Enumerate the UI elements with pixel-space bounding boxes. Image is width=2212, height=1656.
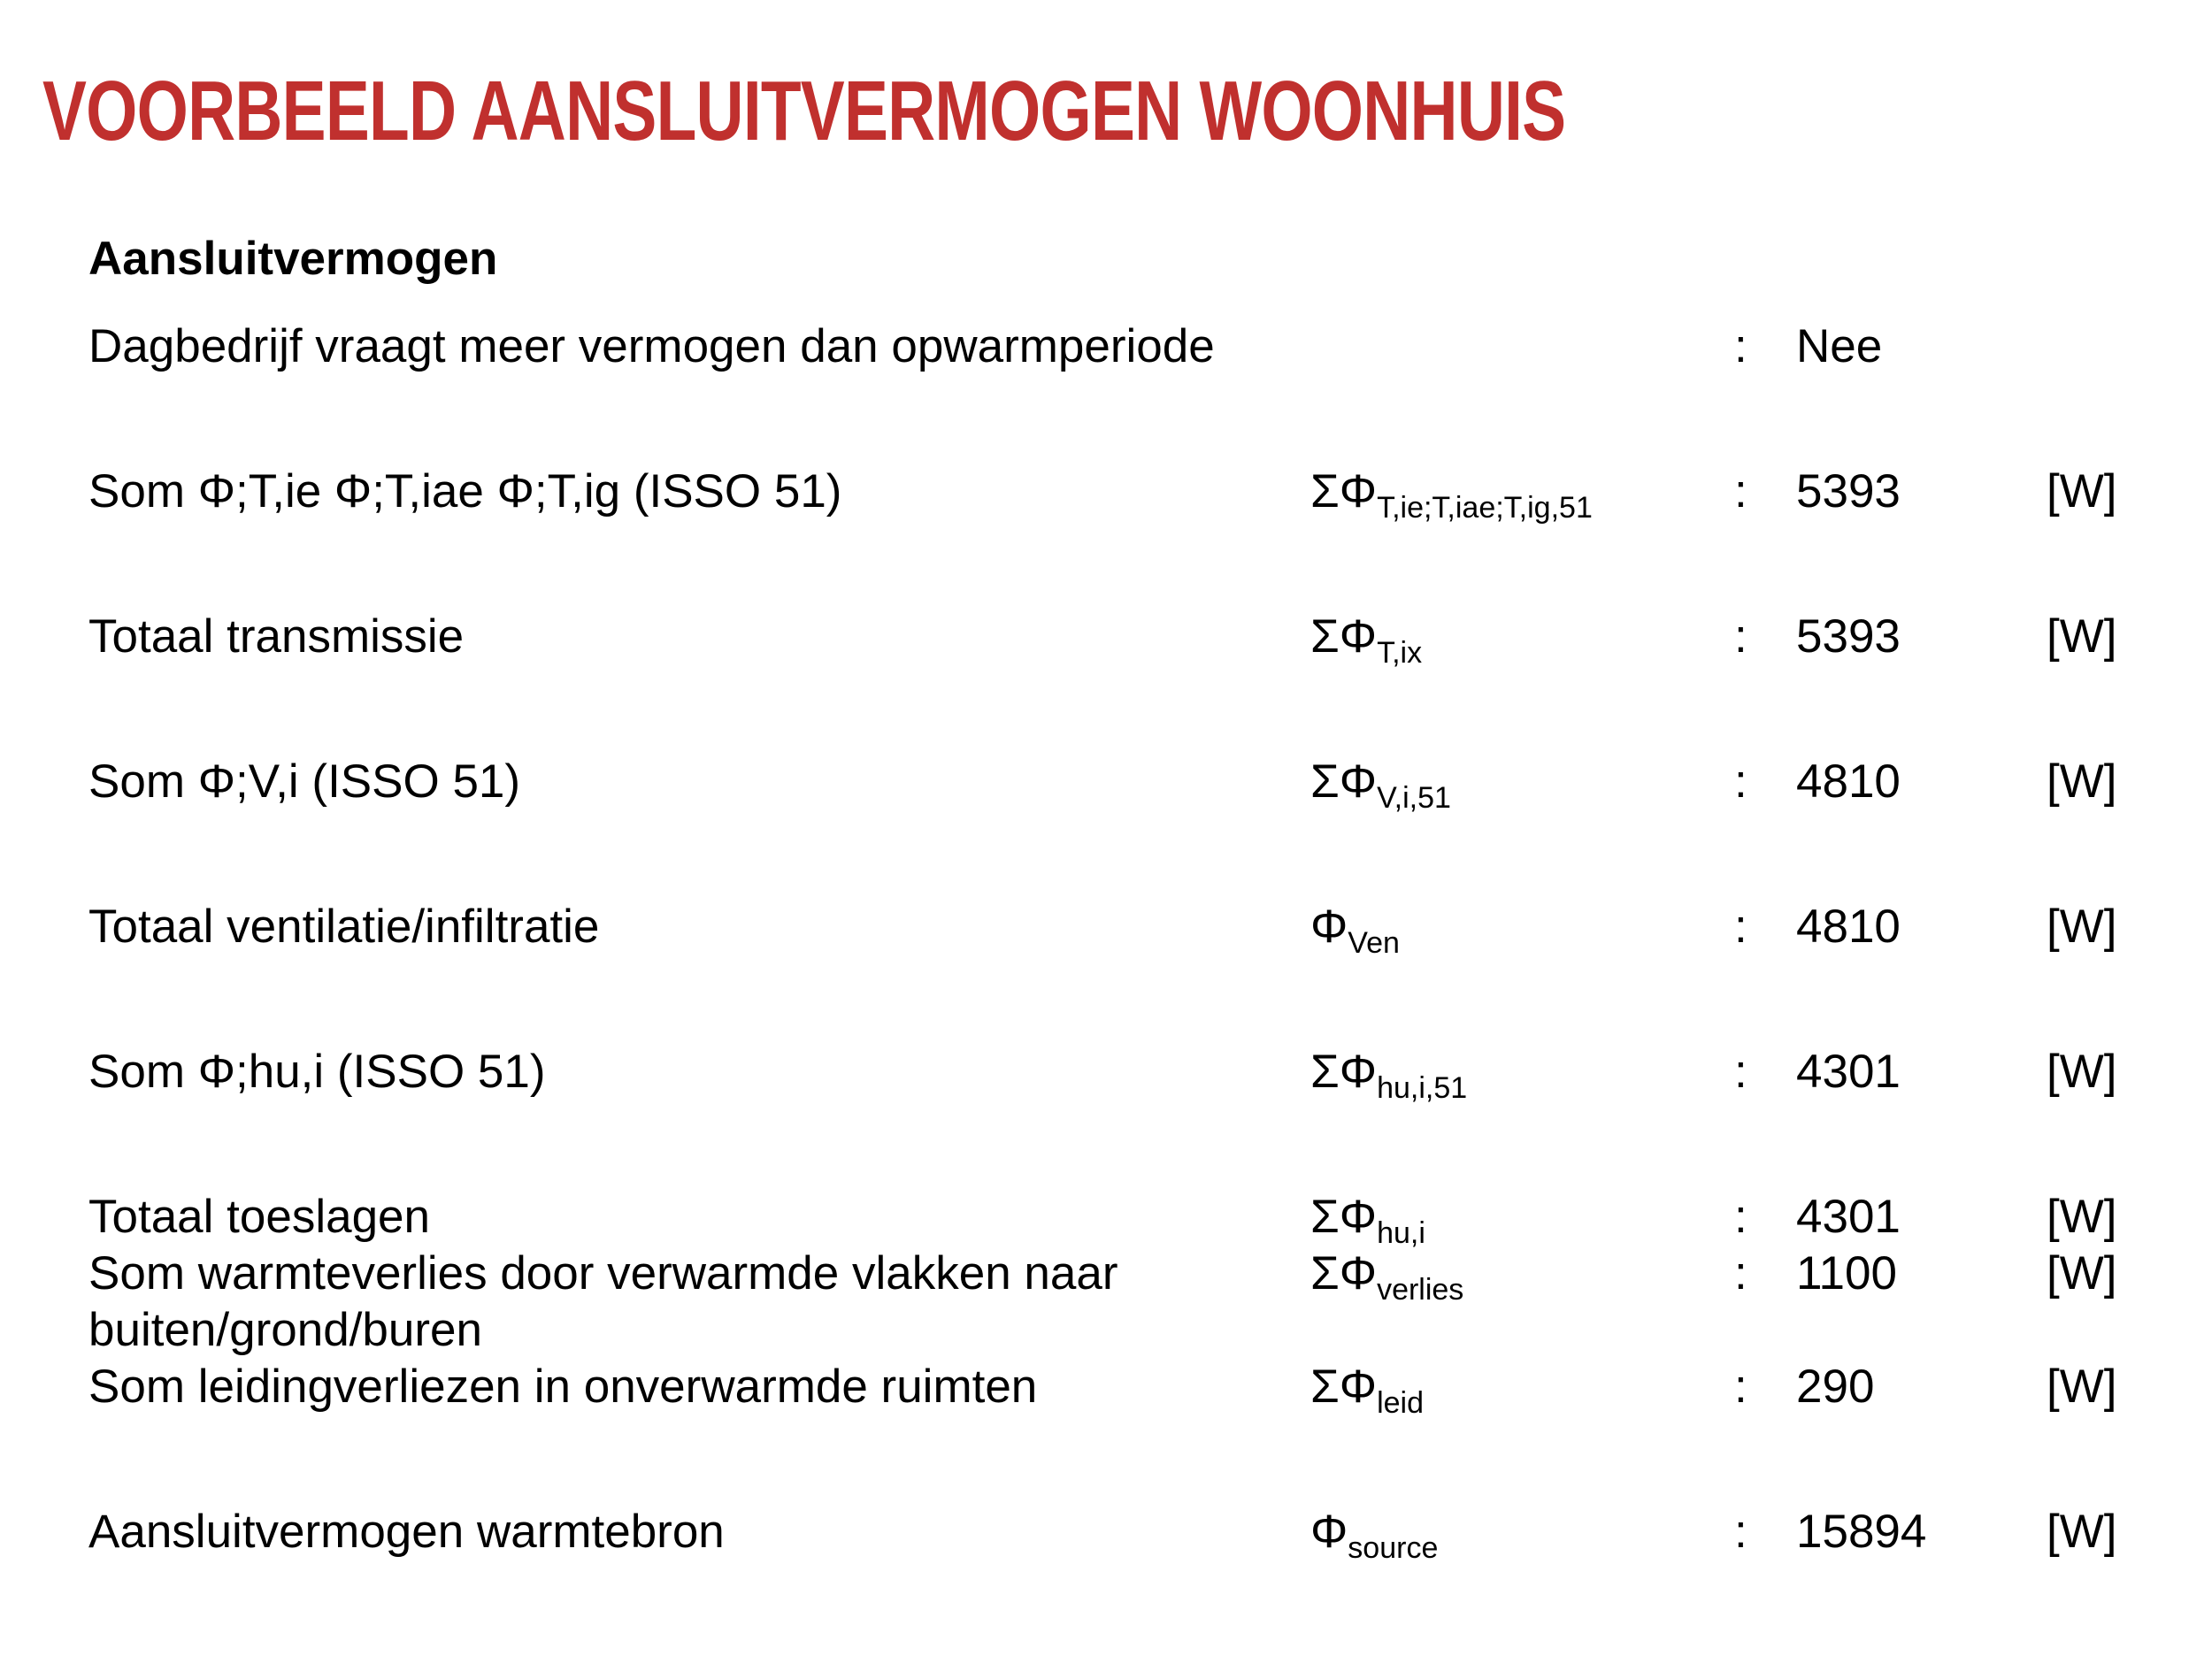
row-colon: :: [1734, 1191, 1747, 1243]
symbol-subscript: Ven: [1348, 926, 1400, 960]
row-value: 4810: [1796, 901, 1901, 953]
row-value: Nee: [1796, 320, 1883, 372]
row-colon: :: [1734, 465, 1747, 518]
page-title: VOORBEELD AANSLUITVERMOGEN WOONHUIS: [42, 64, 1566, 158]
row-value: 4301: [1796, 1046, 1901, 1098]
row-value: 15894: [1796, 1506, 1927, 1558]
symbol-subscript: hu,i: [1377, 1216, 1425, 1250]
symbol-main: ΣΦ: [1310, 755, 1378, 808]
symbol-main: ΣΦ: [1310, 610, 1378, 663]
row-unit: [W]: [2047, 1361, 2117, 1413]
row-value: 1100: [1796, 1247, 1897, 1300]
symbol-subscript: T,ie;T,iae;T,ig,51: [1377, 491, 1593, 525]
symbol-main: ΣΦ: [1310, 1191, 1378, 1243]
symbol-subscript: source: [1348, 1531, 1439, 1565]
row-label: Som warmteverlies door verwarmde vlakken naar: [88, 1247, 1118, 1300]
row-symbol: [1310, 609, 1422, 671]
row-symbol: [1310, 1189, 1425, 1251]
row-value: 4301: [1796, 1191, 1901, 1243]
row-unit: [W]: [2047, 465, 2117, 518]
row-symbol: [1310, 464, 1593, 525]
symbol-main: Φ: [1310, 1506, 1348, 1558]
row-symbol: [1310, 1044, 1467, 1106]
symbol-main: Φ: [1310, 901, 1348, 953]
row-symbol: [1310, 754, 1451, 816]
row-label: Totaal ventilatie/infiltratie: [88, 901, 600, 953]
row-label: Dagbedrijf vraagt meer vermogen dan opwarmperiode: [88, 320, 1215, 372]
row-colon: :: [1734, 1247, 1747, 1300]
symbol-main: ΣΦ: [1310, 465, 1378, 518]
row-colon: :: [1734, 901, 1747, 953]
row-unit: [W]: [2047, 1191, 2117, 1243]
row-symbol: [1310, 1246, 1463, 1307]
row-unit: [W]: [2047, 1247, 2117, 1300]
row-unit: [W]: [2047, 610, 2117, 663]
row-colon: :: [1734, 1046, 1747, 1098]
symbol-subscript: leid: [1377, 1386, 1424, 1420]
row-value: 5393: [1796, 465, 1901, 518]
symbol-subscript: T,ix: [1377, 636, 1423, 670]
row-label: Som Φ;V,i (ISSO 51): [88, 755, 521, 808]
symbol-main: ΣΦ: [1310, 1361, 1378, 1413]
symbol-subscript: V,i,51: [1377, 781, 1451, 815]
row-colon: :: [1734, 610, 1747, 663]
row-unit: [W]: [2047, 755, 2117, 808]
row-colon: :: [1734, 1506, 1747, 1558]
row-label: Aansluitvermogen warmtebron: [88, 1506, 725, 1558]
row-unit: [W]: [2047, 1046, 2117, 1098]
row-label: Som leidingverliezen in onverwarmde ruimten: [88, 1361, 1038, 1413]
row-label: Som Φ;T,ie Φ;T,iae Φ;T,ig (ISSO 51): [88, 465, 842, 518]
row-symbol: [1310, 1359, 1424, 1421]
row-value: 4810: [1796, 755, 1901, 808]
row-label: Totaal transmissie: [88, 610, 465, 663]
row-colon: :: [1734, 1361, 1747, 1413]
row-value: 290: [1796, 1361, 1875, 1413]
row-label: Som Φ;hu,i (ISSO 51): [88, 1046, 546, 1098]
row-label: Totaal toeslagen: [88, 1191, 431, 1243]
row-symbol: [1310, 1504, 1438, 1566]
row-colon: :: [1734, 755, 1747, 808]
section-heading: Aansluitvermogen: [88, 233, 498, 285]
row-value: 5393: [1796, 610, 1901, 663]
symbol-main: ΣΦ: [1310, 1247, 1378, 1300]
row-unit: [W]: [2047, 1506, 2117, 1558]
row-unit: [W]: [2047, 901, 2117, 953]
row-label-line2: buiten/grond/buren: [88, 1304, 482, 1356]
symbol-subscript: verlies: [1377, 1273, 1464, 1307]
row-colon: :: [1734, 320, 1747, 372]
symbol-main: ΣΦ: [1310, 1046, 1378, 1098]
symbol-subscript: hu,i,51: [1377, 1071, 1468, 1105]
row-symbol: [1310, 899, 1400, 961]
